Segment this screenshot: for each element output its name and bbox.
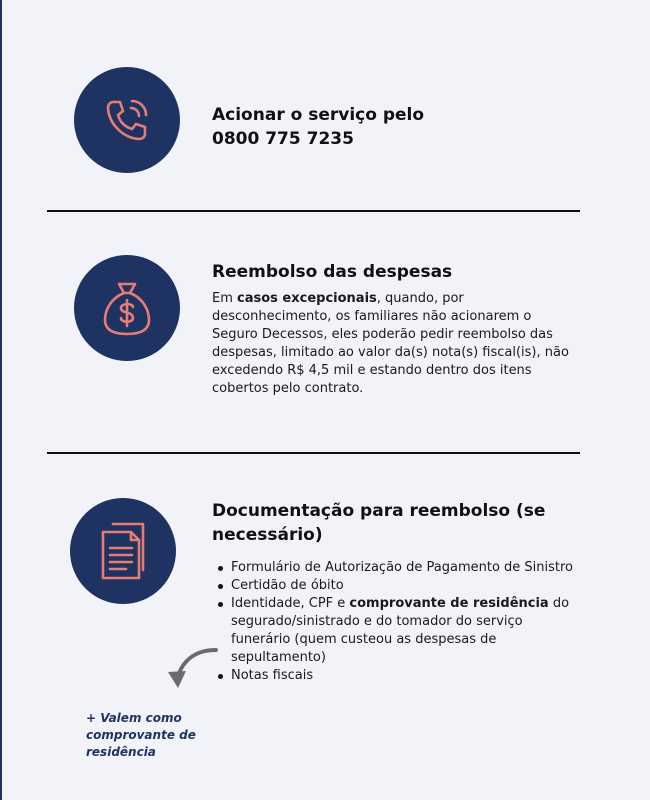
reimbursement-body-prefix: Em: [212, 291, 238, 306]
residence-proof-note: + Valem como comprovante de residência: [86, 711, 196, 759]
money-bag-icon: [97, 276, 157, 340]
service-phone-number: 0800 775 7235: [212, 129, 354, 149]
list-item: Certidão de óbito: [213, 577, 583, 595]
list-item: Formulário de Autorização de Pagamento de Sinistro: [213, 559, 583, 577]
reimbursement-body-bold: casos excepcionais: [237, 291, 377, 306]
documentation-title-line2: necessário): [212, 525, 323, 545]
list-item: [213, 595, 583, 667]
phone-icon-circle: [74, 67, 180, 173]
divider-2: [47, 452, 580, 454]
list-item: Notas fiscais: [213, 667, 583, 685]
money-bag-icon-circle: [74, 255, 180, 361]
reimbursement-title: Reembolso das despesas: [212, 262, 453, 282]
documentation-title: [212, 499, 545, 547]
divider-1: [47, 210, 580, 212]
list-item-bold: comprovante de residência: [349, 596, 549, 611]
curved-arrow-icon: [164, 646, 220, 692]
list-item-after: do segurado/sinistrado e do tomador do serviço funerário (quem custeou as despesas de sepultamento): [231, 596, 570, 665]
documents-icon-circle: [70, 498, 176, 604]
documents-icon: [93, 518, 153, 584]
reimbursement-body-rest: , quando, por desconhecimento, os familiares não acionarem o Seguro Decessos, eles poderão pedir reembolso das despesas, limitado ao valor da(s) nota(s) fiscal(is), não excedendo R$ 4,5 mil e estando dentro dos itens cobertos pelo contrato.: [212, 291, 569, 396]
service-call-title-line1: Acionar o serviço pelo: [212, 105, 425, 125]
list-item-before: Identidade, CPF e: [231, 596, 350, 611]
documentation-title-line1: Documentação para reembolso (se: [212, 501, 546, 521]
reimbursement-description: [212, 290, 580, 398]
service-call-title: [212, 103, 424, 151]
left-border: [0, 0, 2, 800]
documents-list: [213, 559, 583, 685]
phone-icon: [99, 92, 155, 148]
